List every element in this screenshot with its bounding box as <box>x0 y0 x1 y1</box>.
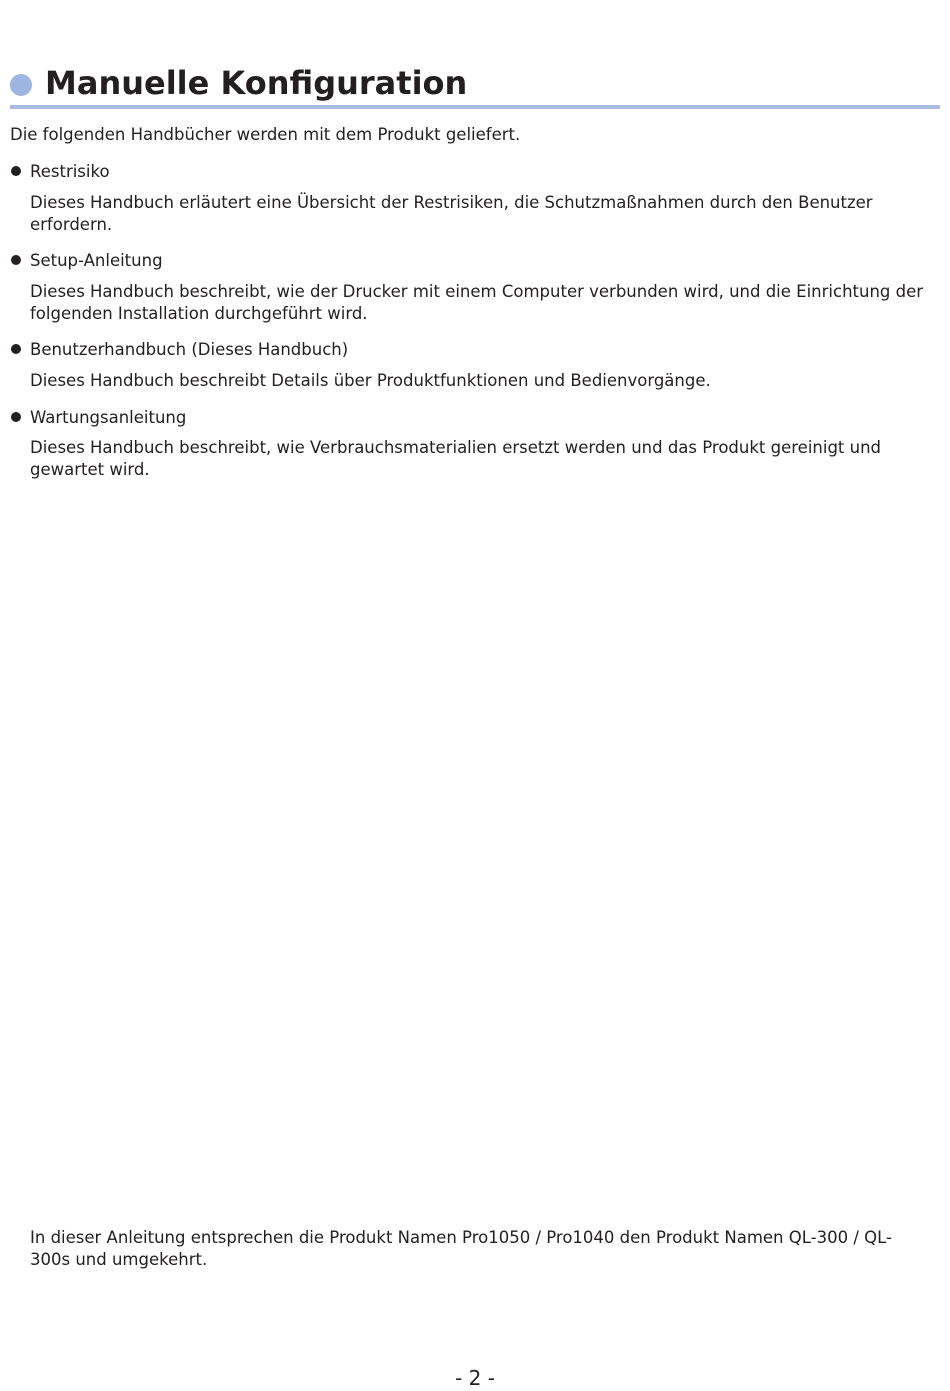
page-title: Manuelle Konfiguration <box>45 64 468 102</box>
product-name-note: In dieser Anleitung entsprechen die Produkt Namen Pro1050 / Pro1040 den Produkt Namen QL-300 / QL-300s und umgekehrt. <box>30 1228 892 1269</box>
page-number: - 2 - <box>455 1366 495 1390</box>
bullet-icon <box>11 412 21 422</box>
manual-title-wartung: Wartungsanleitung <box>30 408 187 427</box>
heading-bullet-icon <box>10 74 32 96</box>
manual-title-restrisiko: Restrisiko <box>30 162 110 181</box>
bullet-icon <box>11 166 21 176</box>
manual-title-benutzerhandbuch: Benutzerhandbuch (Dieses Handbuch) <box>30 340 349 359</box>
section-heading <box>10 62 940 102</box>
heading-divider <box>10 105 940 109</box>
bullet-icon <box>11 344 21 354</box>
bullet-icon <box>11 255 21 265</box>
manual-title-setup: Setup-Anleitung <box>30 251 163 270</box>
manual-description-restrisiko: Dieses Handbuch erläutert eine Übersicht der Restrisiken, die Schutzmaßnahmen durch den Benutzer erfordern. <box>30 193 873 234</box>
manual-description-benutzerhandbuch: Dieses Handbuch beschreibt Details über Produktfunktionen und Bedienvorgänge. <box>30 371 711 390</box>
intro-text: Die folgenden Handbücher werden mit dem Produkt geliefert. <box>10 125 521 144</box>
manual-description-wartung: Dieses Handbuch beschreibt, wie Verbrauchsmaterialien ersetzt werden und das Produkt gereinigt und gewartet wird. <box>30 438 882 479</box>
manual-description-setup: Dieses Handbuch beschreibt, wie der Drucker mit einem Computer verbunden wird, und die Einrichtung der folgenden Installation durchgeführt wird. <box>30 282 924 323</box>
